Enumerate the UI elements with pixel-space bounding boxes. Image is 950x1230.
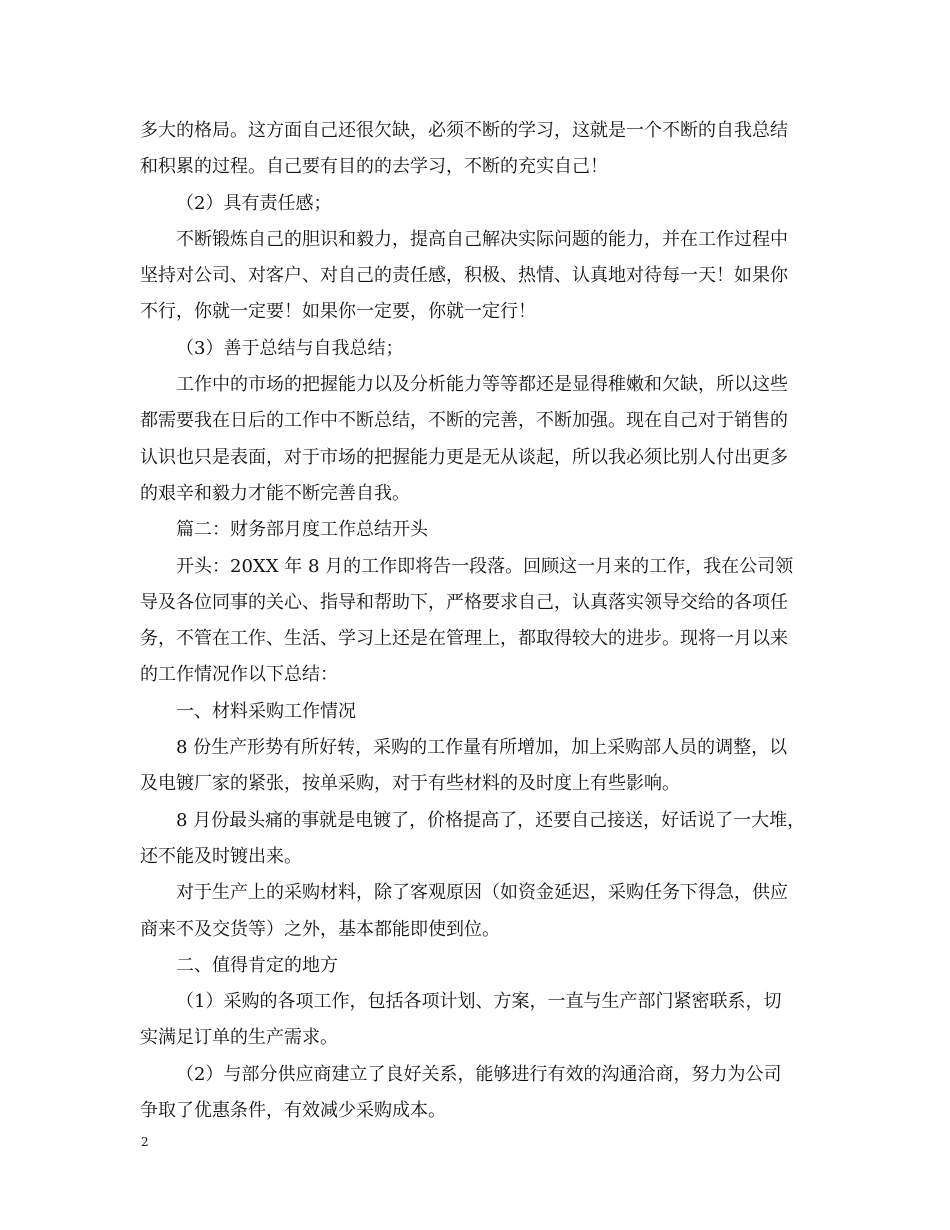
body-line: 的艰辛和毅力才能不断完善自我。 — [140, 482, 410, 504]
body-line: 务，不管在工作、生活、学习上还是在管理上，都取得较大的进步。现将一月以来 — [140, 628, 788, 650]
body-line: 商来不及交货等）之外，基本都能即使到位。 — [140, 918, 500, 940]
body-line: 对于生产上的采购材料，除了客观原因（如资金延迟，采购任务下得急，供应 — [176, 882, 788, 904]
section-heading: 二、值得肯定的地方 — [176, 954, 338, 976]
page-number: 2 — [141, 1135, 149, 1149]
body-line: 及电镀厂家的紧张，按单采购，对于有些材料的及时度上有些影响。 — [140, 773, 680, 795]
body-line: （1）采购的各项工作，包括各项计划、方案，一直与生产部门紧密联系，切 — [176, 991, 782, 1013]
body-line: 导及各位同事的关心、指导和帮助下，严格要求自己，认真落实领导交给的各项任 — [140, 591, 788, 613]
body-line: 8 份生产形势有所好转，采购的工作量有所增加，加上采购部人员的调整，以 — [176, 737, 788, 759]
body-line: 多大的格局。这方面自己还很欠缺，必须不断的学习，这就是一个不断的自我总结 — [140, 120, 788, 141]
sub-heading: （2）具有责任感； — [176, 192, 332, 214]
body-line: 实满足订单的生产需求。 — [140, 1027, 338, 1049]
body-line: 和积累的过程。自己要有目的的去学习，不断的充实自己！ — [140, 156, 608, 178]
body-line: 争取了优惠条件，有效减少采购成本。 — [140, 1100, 446, 1122]
body-line: 8 月份最头痛的事就是电镀了，价格提高了，还要自己接送，好话说了一大堆， — [176, 809, 806, 831]
body-line: 坚持对公司、对客户、对自己的责任感，积极、热情、认真地对待每一天！如果你 — [140, 265, 788, 287]
body-line: 认识也只是表面，对于市场的把握能力更是无从谈起，所以我必须比别人付出更多 — [140, 446, 788, 468]
body-line: 开头：20XX 年 8 月的工作即将告一段落。回顾这一月来的工作，我在公司领 — [176, 555, 794, 577]
sub-heading: （3）善于总结与自我总结； — [176, 337, 404, 359]
body-line: （2）与部分供应商建立了良好关系，能够进行有效的沟通洽商，努力为公司 — [176, 1063, 782, 1085]
body-line: 还不能及时镀出来。 — [140, 845, 302, 867]
document-body — [140, 113, 820, 1129]
body-line: 都需要我在日后的工作中不断总结，不断的完善，不断加强。现在自己对于销售的 — [140, 410, 788, 432]
section-title: 篇二：财务部月度工作总结开头 — [176, 519, 428, 541]
section-heading: 一、材料采购工作情况 — [176, 700, 356, 722]
body-line: 不断锻炼自己的胆识和毅力，提高自己解决实际问题的能力，并在工作过程中 — [176, 228, 788, 250]
body-line: 工作中的市场的把握能力以及分析能力等等都还是显得稚嫩和欠缺，所以这些 — [176, 374, 788, 396]
body-line: 不行，你就一定要！如果你一定要，你就一定行！ — [140, 301, 536, 323]
body-line: 的工作情况作以下总结： — [140, 664, 338, 686]
